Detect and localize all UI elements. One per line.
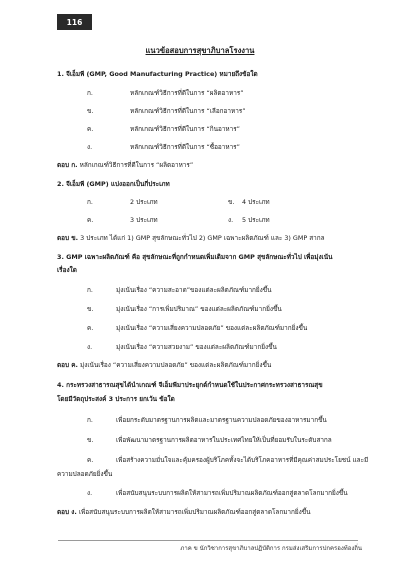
question-3-line-1: 3. GMP เฉพาะผลิตภัณฑ์ คือ สุขลักษณะที่ถูกกำหนดเพิ่มเติมจาก GMP สุขลักษณะทั่วไป เพื่อมุ่งเน้น — [57, 253, 333, 261]
q4-answer-text: เพื่อสนับสนุนระบบการผลิตให้สามารถเพิ่มปริมาณผลิตภัณฑ์ออกสู่ตลาดโลกมากยิ่งขึ้น — [76, 508, 311, 516]
page-number: 116 — [57, 14, 92, 30]
q3-option-a: มุ่งเน้นเรื่อง “ความสะอาด”ของแต่ละผลิตภัณฑ์มากยิ่งขึ้น — [116, 286, 272, 294]
q3-option-b: มุ่งเน้นเรื่อง “การเพิ่มปริมาณ” ของแต่ละผลิตภัณฑ์มากยิ่งขึ้น — [116, 305, 282, 313]
q4-option-a: เพื่อยกระดับมาตรฐานการผลิตและมาตรฐานความปลอดภัยของอาหารมากขึ้น — [116, 416, 327, 424]
q3-option-c: มุ่งเน้นเรื่อง “ความเสี่ยงความปลอดภัย” ของแต่ละผลิตภัณฑ์มากยิ่งขึ้น — [116, 324, 308, 332]
q1-option-d: หลักเกณฑ์วิธีการที่ดีในการ “ซื้ออาหาร” — [130, 143, 240, 151]
footer-divider — [58, 540, 358, 541]
q2-option-b-letter: ข. — [228, 198, 235, 206]
q2-option-b: 4 ประเภท — [242, 198, 270, 206]
question-1: 1. จีเอ็มพี (GMP, Good Manufacturing Practice) หมายถึงข้อใด — [57, 70, 258, 78]
q3-answer-label: ตอบ ค. — [57, 361, 78, 369]
q2-answer — [57, 234, 325, 242]
q1-option-d-letter: ง. — [87, 143, 93, 151]
q4-option-b: เพื่อพัฒนามาตรฐานการผลิตอาหารในประเทศไทยให้เป็นที่ยอมรับในระดับสากล — [116, 436, 332, 444]
page-footer: ภาค ข นักวิชาการสุขาภิบาลปฏิบัติการ กรมส่งเสริมการปกครองท้องถิ่น — [180, 545, 362, 552]
q3-option-a-letter: ก. — [87, 286, 93, 294]
q1-option-b-letter: ข. — [87, 107, 94, 115]
q1-answer-label: ตอบ ก. — [57, 161, 78, 169]
q3-answer-text: มุ่งเน้นเรื่อง “ความเสี่ยงความปลอดภัย” ของแต่ละผลิตภัณฑ์มากยิ่งขึ้น — [77, 361, 272, 369]
q1-option-a: หลักเกณฑ์วิธีการที่ดีในการ “ผลิตอาหาร” — [130, 89, 244, 97]
q4-answer-label: ตอบ ง. — [57, 508, 77, 516]
q4-answer — [57, 508, 311, 516]
question-3-line-2: เรื่องใด — [57, 266, 77, 274]
q1-option-a-letter: ก. — [87, 89, 93, 97]
q4-option-c-line-1: เพื่อสร้างความมั่นใจและคุ้มครองผู้บริโภคทั้งจะได้บริโภคอาหารที่มีคุณค่าสมประโยชน์ และมี — [116, 456, 369, 464]
q4-option-b-letter: ข. — [87, 436, 94, 444]
page-title: แนวข้อสอบการสุขาภิบาลโรงงาน — [145, 46, 255, 55]
q2-option-c-letter: ค. — [87, 216, 94, 224]
q3-option-c-letter: ค. — [87, 324, 94, 332]
q1-answer — [57, 161, 193, 169]
q2-answer-text: 3 ประเภท ได้แก่ 1) GMP สุขลักษณะทั่วไป 2) GMP เฉพาะผลิตภัณฑ์ และ 3) GMP สากล — [78, 234, 325, 242]
q3-option-b-letter: ข. — [87, 305, 94, 313]
q2-option-a: 2 ประเภท — [130, 198, 158, 206]
q4-option-d: เพื่อสนับสนุนระบบการผลิตให้สามารถเพิ่มปริมาณผลิตภัณฑ์ออกสู่ตลาดโลกมากยิ่งขึ้น — [116, 489, 348, 497]
question-2: 2. จีเอ็มพี (GMP) แบ่งออกเป็นกี่ประเภท — [57, 180, 170, 188]
q4-option-d-letter: ง. — [87, 489, 93, 497]
q3-answer — [57, 361, 271, 369]
q3-option-d: มุ่งเน้นเรื่อง “ความสวยงาม” ของแต่ละผลิตภัณฑ์มากยิ่งขึ้น — [116, 343, 277, 351]
q4-option-a-letter: ก. — [87, 416, 93, 424]
q2-option-d: 5 ประเภท — [242, 216, 270, 224]
q2-answer-label: ตอบ ข. — [57, 234, 79, 242]
q1-option-c-letter: ค. — [87, 125, 94, 133]
question-4-line-2: โดยมีวัตถุประสงค์ 3 ประการ ยกเว้น ข้อใด — [57, 395, 175, 403]
q1-option-b: หลักเกณฑ์วิธีการที่ดีในการ “เลือกอาหาร” — [130, 107, 246, 115]
q2-option-c: 3 ประเภท — [130, 216, 158, 224]
q2-option-d-letter: ง. — [228, 216, 234, 224]
q3-option-d-letter: ง. — [87, 343, 93, 351]
q4-option-c-letter: ค. — [87, 456, 94, 464]
q4-option-c-line-2: ความปลอดภัยยิ่งขึ้น — [57, 470, 113, 478]
q2-option-a-letter: ก. — [87, 198, 93, 206]
q1-answer-text: หลักเกณฑ์วิธีการที่ดีในการ “ผลิตอาหาร” — [77, 161, 194, 169]
question-4-line-1: 4. กระทรวงสาธารณสุขได้นำเกณฑ์ จีเอ็มพีมาประยุกต์กำหนดใช้ในประกาศกระทรวงสาธารณสุข — [57, 381, 323, 389]
q1-option-c: หลักเกณฑ์วิธีการที่ดีในการ “กินอาหาร” — [130, 125, 240, 133]
